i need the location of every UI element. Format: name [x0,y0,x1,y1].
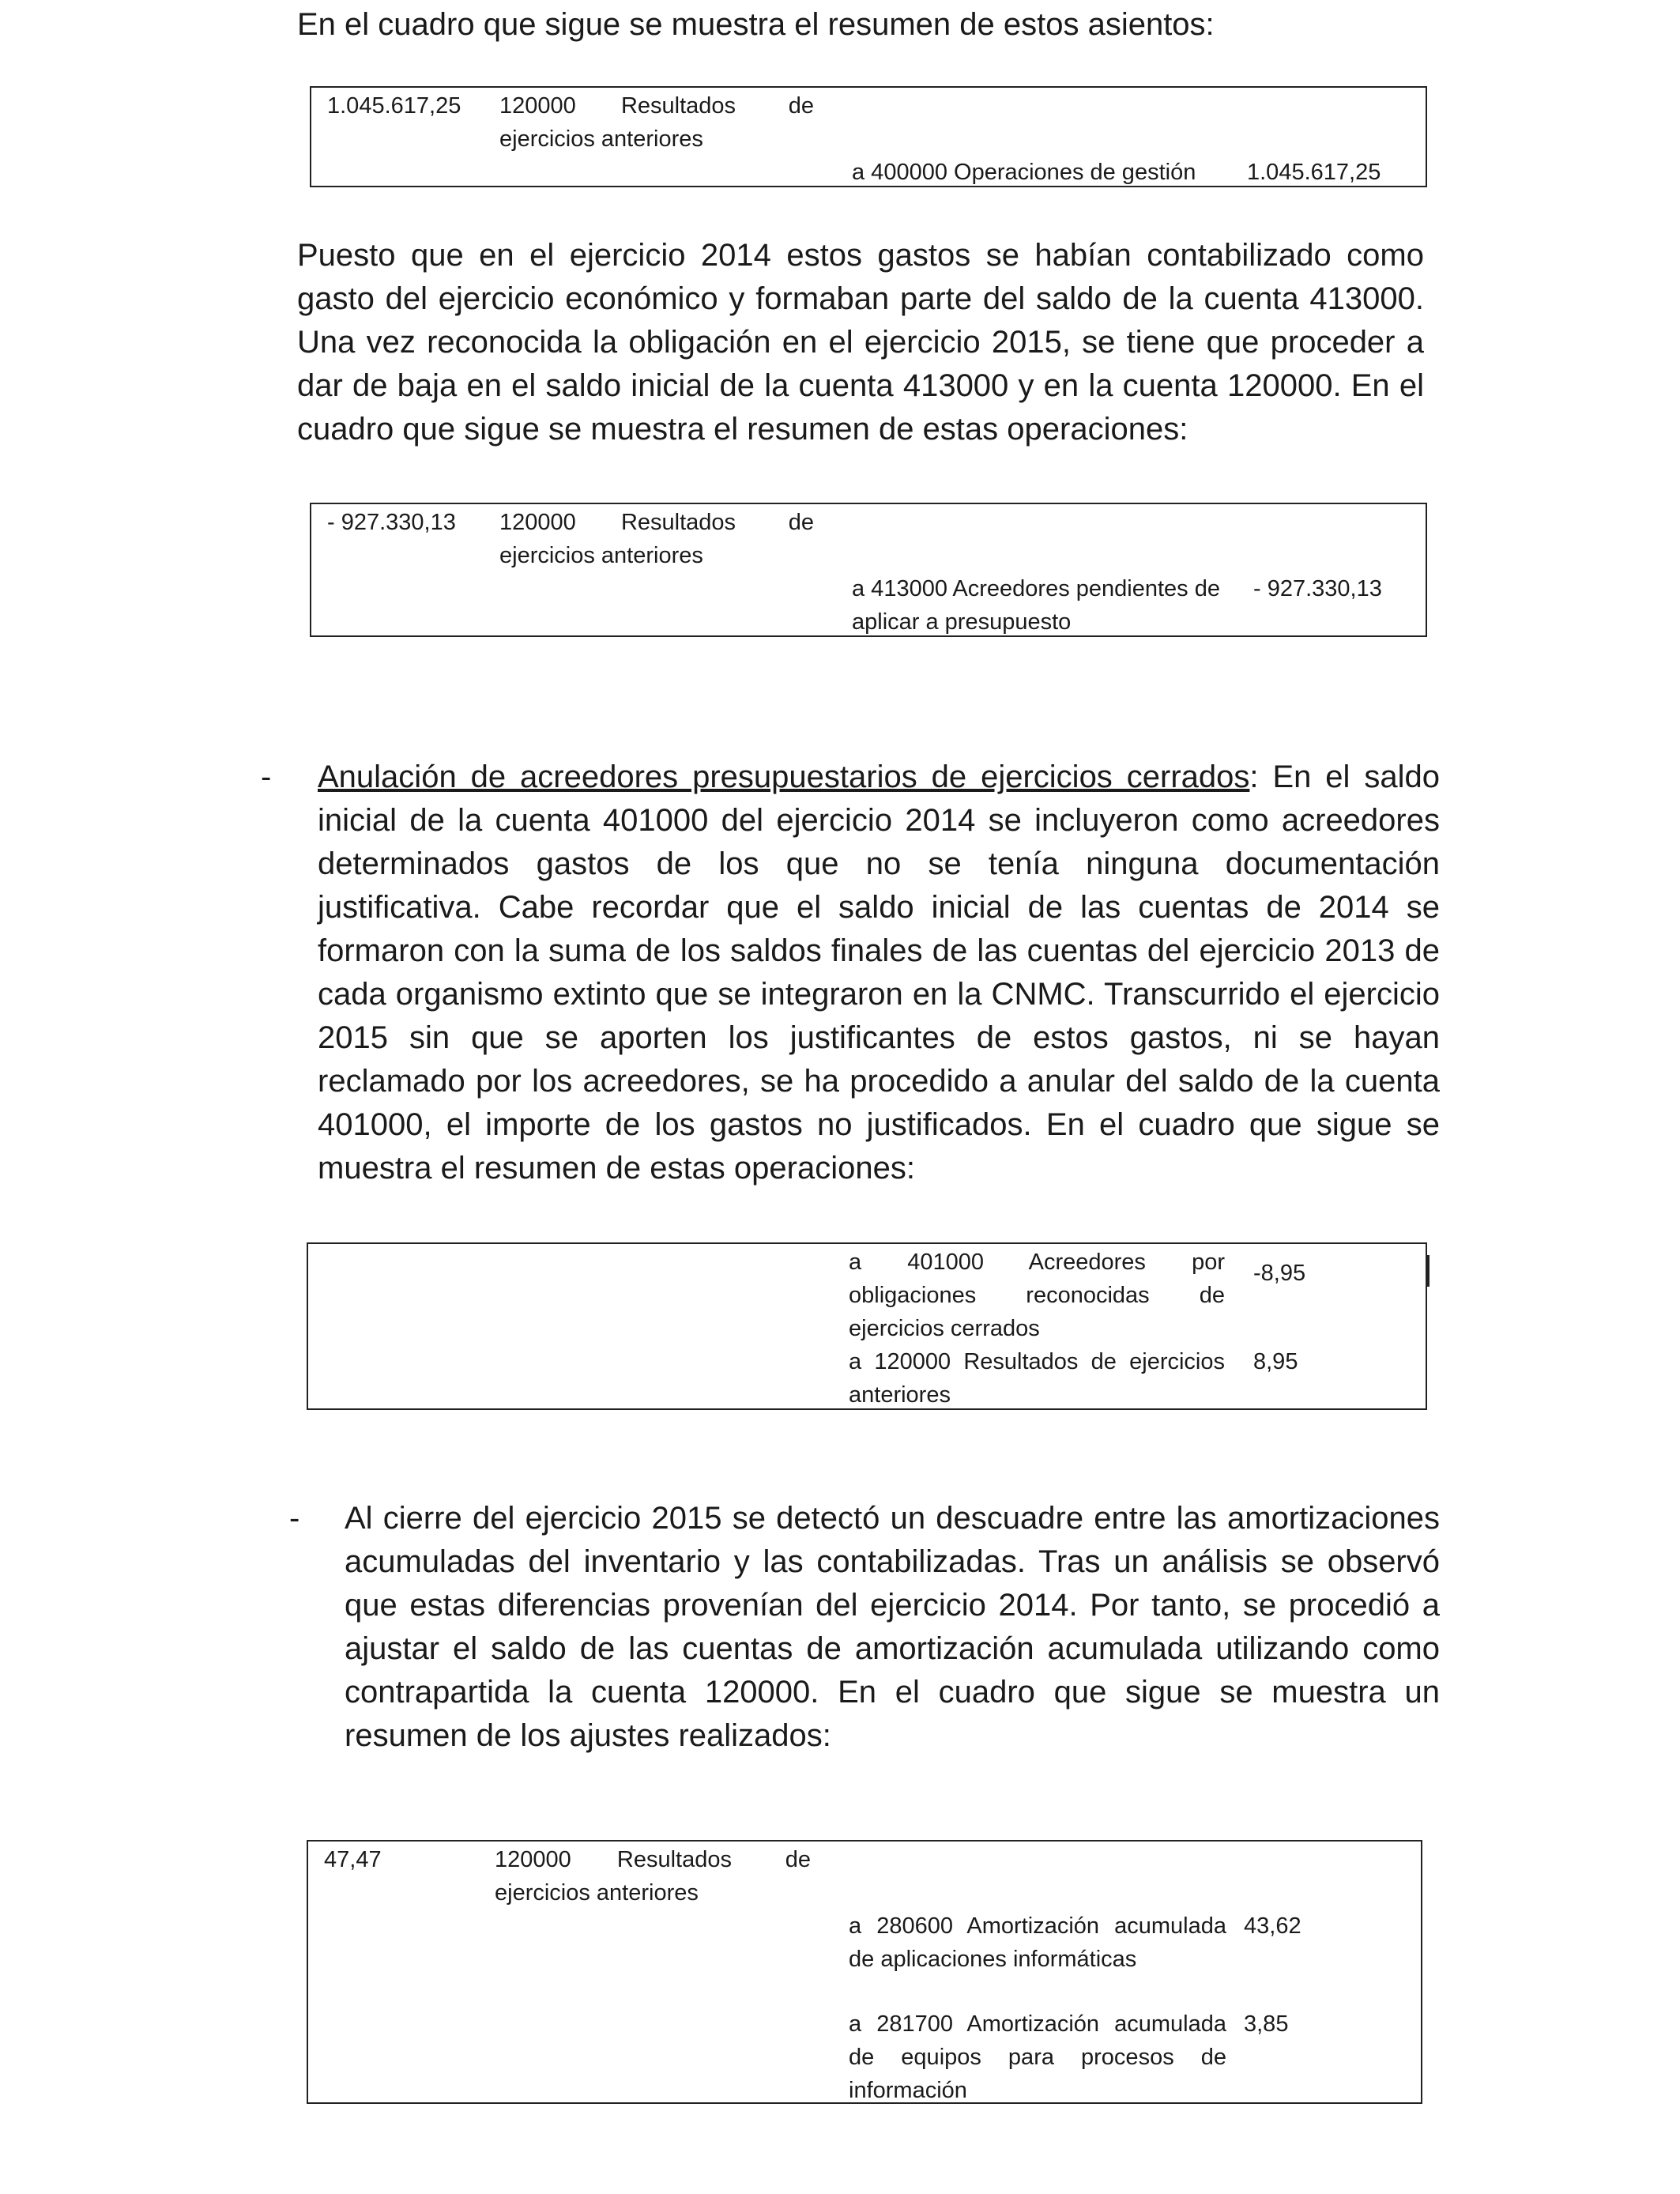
bullet-text: : En el saldo inicial de la cuenta 401000 del ejercicio 2014 se incluyeron como acreedores determinados gastos de los que no se tenía ninguna documentación justificativa. Cabe recordar que el saldo inicial de las cuentas de 2014 se formaron con la suma de los saldos finales de las cuentas del ejercicio 2013 de cada organismo extinto que se integraron en la CNMC. Transcurrido el ejercicio 2015 sin que se aporten los justificantes de estos gastos, ni se hayan reclamado por los acreedores, se ha procedido a anular del saldo de la cuenta 401000, el importe de los gastos no justificados. En el cuadro que sigue se muestra el resumen de estas operaciones: [318,760,1441,1186]
credit-account: a 400000 Operaciones de gestión [852,160,1196,185]
credit-amount: - 927.330,13 [1253,576,1382,601]
credit-account-row2: a 120000 Resultados de ejercicios anteriores [849,1349,1225,1408]
table-edge-mark [1427,1255,1430,1287]
debit-account-line1: 120000 Resultados de [495,1847,811,1872]
debit-amount: 47,47 [324,1847,382,1872]
bullet-paragraph-1 [318,756,1440,1190]
credit-account: a 413000 Acreedores pendientes de aplicar a presupuesto [852,576,1220,635]
debit-account-line2: ejercicios anteriores [499,543,703,568]
journal-entry-table-1 [310,86,1427,187]
bullet-dash: - [261,760,272,794]
credit-account-row1: a 280600 Amortización acumulada de aplicaciones informáticas [849,1913,1226,1972]
debit-amount: 1.045.617,25 [327,93,461,119]
journal-entry-table-4 [307,1840,1422,2104]
credit-amount-row1: -8,95 [1253,1261,1306,1286]
debit-account-line2: ejercicios anteriores [499,126,703,152]
bullet-title: Anulación de acreedores presupuestarios de ejercicios cerrados [318,760,1250,794]
debit-account-line2: ejercicios anteriores [495,1880,699,1906]
credit-account-row1: a 401000 Acreedores por obligaciones reconocidas de ejercicios cerrados [849,1250,1225,1341]
bullet-dash: - [289,1501,300,1536]
credit-account-row2: a 281700 Amortización acumulada de equipos para procesos de información [849,2011,1226,2103]
debit-amount: - 927.330,13 [327,510,456,535]
debit-account-line1: 120000 Resultados de [499,510,814,535]
bullet-paragraph-2: Al cierre del ejercicio 2015 se detectó un descuadre entre las amortizaciones acumuladas del inventario y las contabilizadas. Tras un análisis se observó que estas diferencias provenían del ejercicio 2014. Por tanto, se procedió a ajustar el saldo de las cuentas de amortización acumulada utilizando como contrapartida la cuenta 120000. En el cuadro que sigue se muestra un resumen de los ajustes realizados: [345,1501,1440,1753]
credit-amount-row1: 43,62 [1244,1913,1301,1939]
paragraph-2: Puesto que en el ejercicio 2014 estos gastos se habían contabilizado como gasto del ejercicio económico y formaban parte del saldo de la cuenta 413000. Una vez reconocida la obligación en el ejercicio 2015, se tiene que proceder a dar de baja en el saldo inicial de la cuenta 413000 y en la cuenta 120000. En el cuadro que sigue se muestra el resumen de estas operaciones: [297,238,1424,447]
intro-text: En el cuadro que sigue se muestra el resumen de estos asientos: [297,7,1215,42]
credit-amount: 1.045.617,25 [1247,160,1381,185]
credit-amount-row2: 8,95 [1253,1349,1298,1374]
debit-account-line1: 120000 Resultados de [499,93,814,119]
journal-entry-table-2 [310,503,1427,637]
journal-entry-table-3 [307,1242,1427,1410]
credit-amount-row2: 3,85 [1244,2011,1289,2037]
